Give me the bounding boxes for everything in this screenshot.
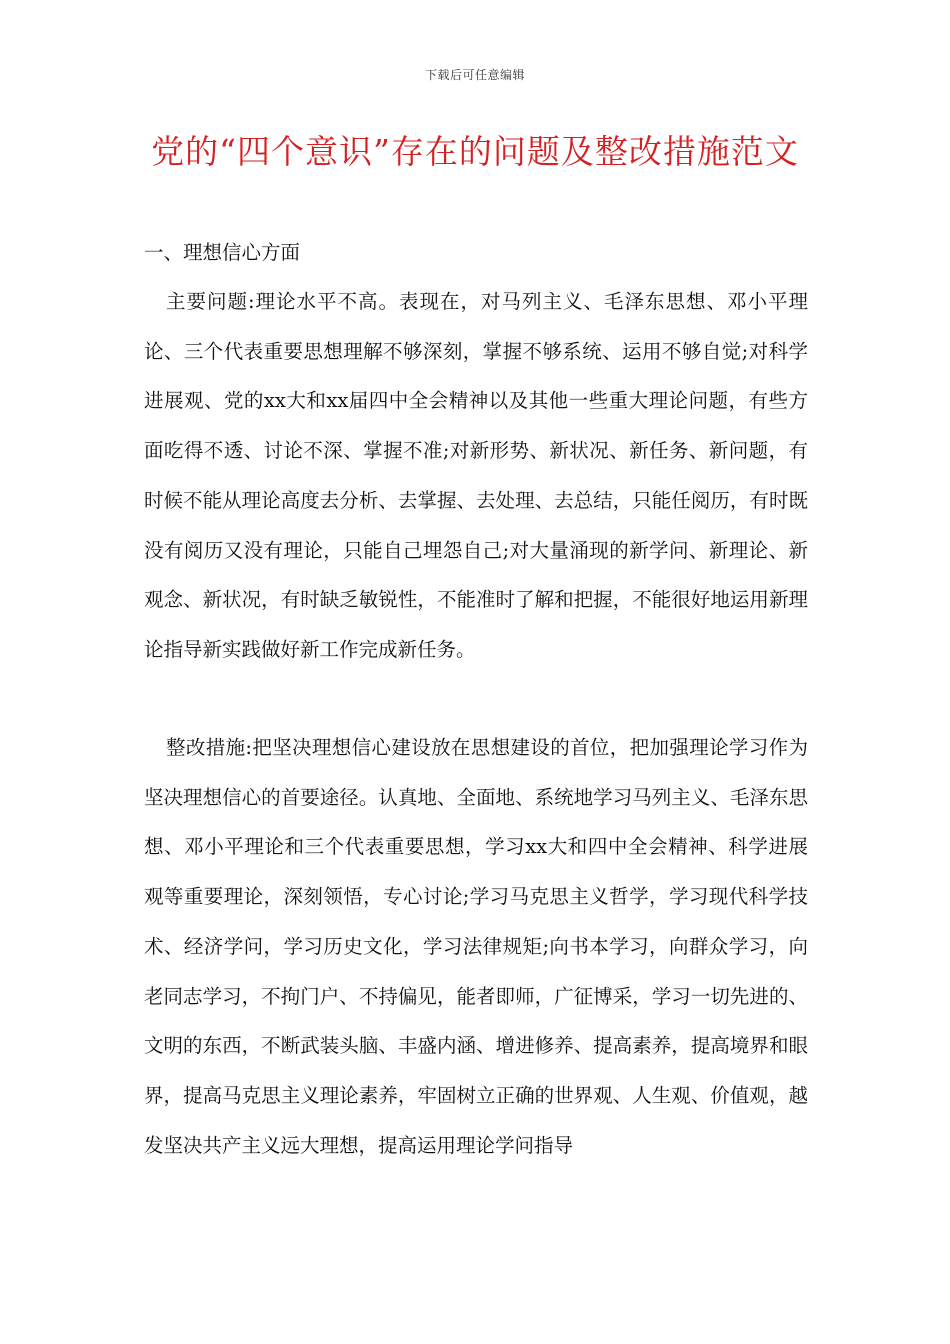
section-heading: 一、理想信心方面 [144,241,301,264]
paragraph-main-problem: 主要问题:理论水平不高。表现在，对马列主义、毛泽东思想、邓小平理论、三个代表重要思想理解不够深刻，掌握不够系统、运用不够自觉;对科学进展观、党的xx大和xx届四中全会精神以及其他一些重大理论问题，有些方面吃得不透、讨论不深、掌握不准;对新形势、新状况、新任务、新问题，有时候不能从理论高度去分析、去掌握、去处理、去总结，只能任阅历，有时既没有阅历又没有理论，只能自己埋怨自己;对大量涌现的新学问、新理论、新观念、新状况，有时缺乏敏锐性，不能准时了解和把握，不能很好地运用新理论指导新实践做好新工作完成新任务。 [144,290,808,661]
document-title: 党的“四个意识”存在的问题及整改措施范文 [151,132,799,171]
paragraph-rectification-measures: 整改措施:把坚决理想信心建设放在思想建设的首位，把加强理论学习作为坚决理想信心的首要途径。认真地、全面地、系统地学习马列主义、毛泽东思想、邓小平理论和三个代表重要思想，学习xx大和四中全会精神、科学进展观等重要理论，深刻领悟，专心讨论;学习马克思主义哲学，学习现代科学技术、经济学问，学习历史文化，学习法律规矩;向书本学习，向群众学习，向老同志学习，不拘门户、不持偏见，能者即师，广征博采，学习一切先进的、文明的东西，不断武装头脑、丰盛内涵、增进修养、提高素养，提高境界和眼界，提高马克思主义理论素养，牢固树立正确的世界观、人生观、价值观，越发坚决共产主义远大理想，提高运用理论学问指导 [144,736,808,1157]
header-note: 下载后可任意编辑 [424,68,525,82]
